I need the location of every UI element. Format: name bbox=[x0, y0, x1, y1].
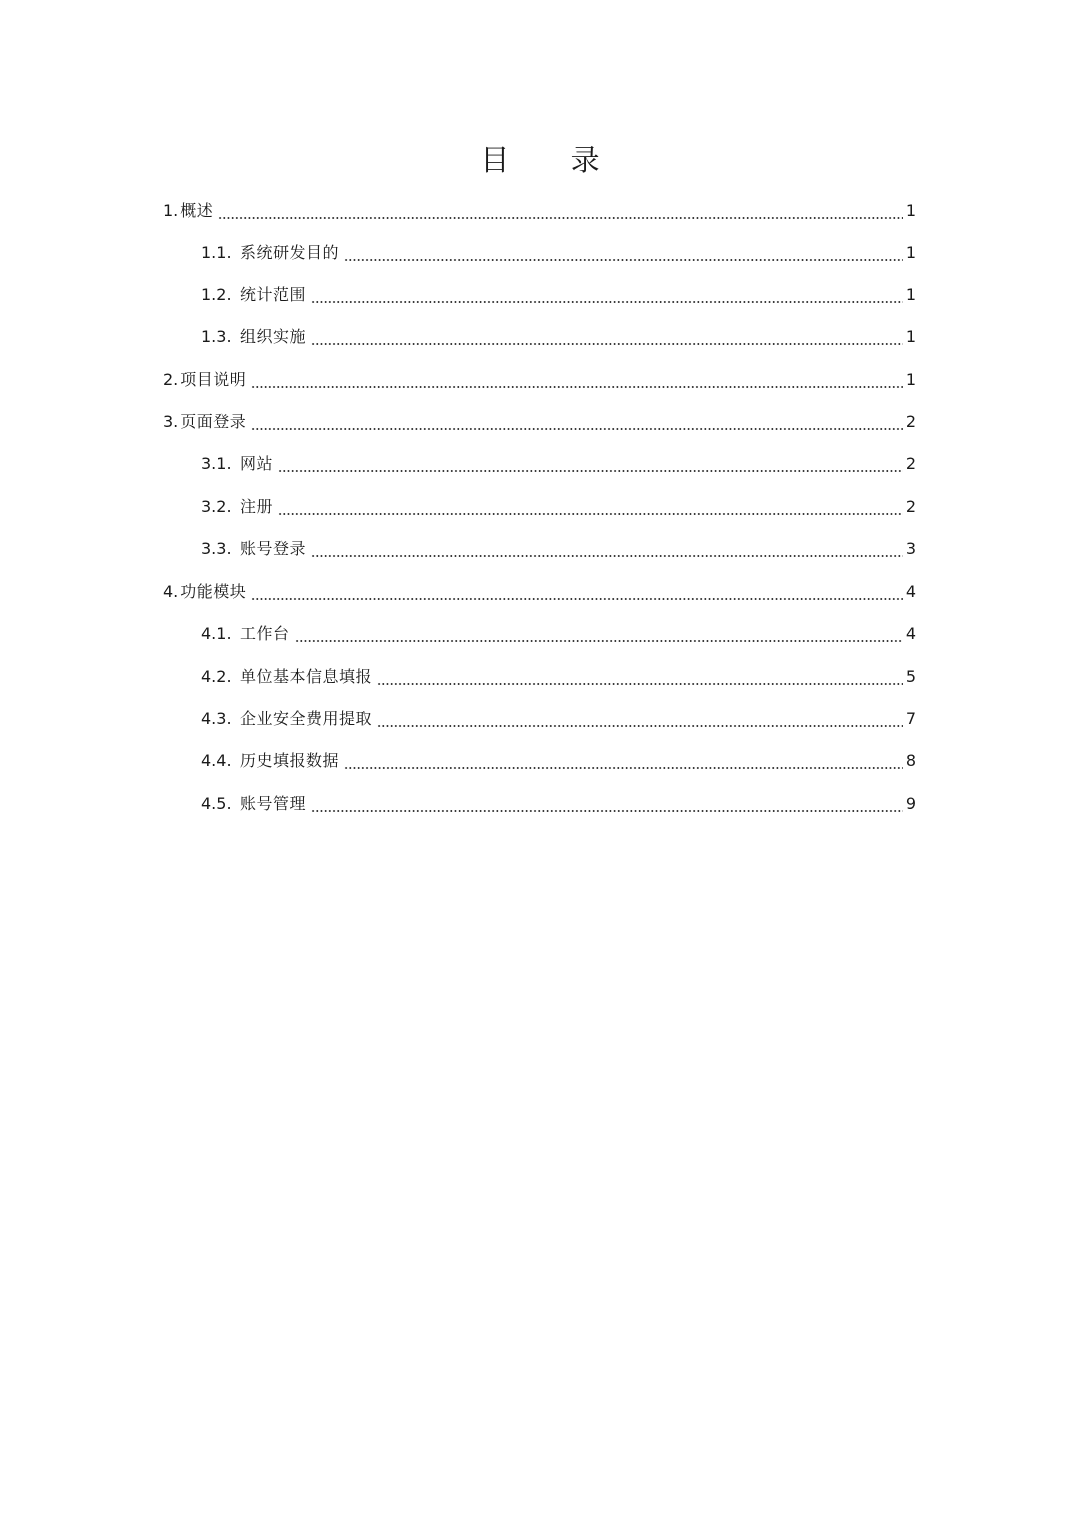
toc-entry-label: 组织实施 bbox=[240, 327, 307, 346]
toc-entry-number: 3. bbox=[163, 412, 179, 431]
toc-entry-page: 7 bbox=[905, 709, 916, 728]
toc-entry-page: 4 bbox=[905, 624, 916, 643]
toc-dot-leader bbox=[311, 792, 903, 816]
toc-dot-leader bbox=[251, 580, 903, 604]
toc-entry-label: 历史填报数据 bbox=[240, 751, 340, 770]
toc-dot-leader bbox=[251, 410, 903, 434]
toc-entry-number: 3.1. bbox=[201, 454, 232, 473]
toc-dot-leader bbox=[295, 622, 903, 646]
toc-dot-leader bbox=[218, 199, 903, 223]
toc-entry-number: 4.5. bbox=[201, 794, 232, 813]
toc-entry-number: 2. bbox=[163, 370, 179, 389]
toc-entry-page: 9 bbox=[905, 794, 916, 813]
toc-entry-number: 4.2. bbox=[201, 667, 232, 686]
toc-dot-leader bbox=[311, 325, 903, 349]
toc-entry-page: 1 bbox=[905, 201, 916, 220]
toc-entry-page: 1 bbox=[905, 327, 916, 346]
toc-entry-page: 1 bbox=[905, 285, 916, 304]
toc-entry[interactable] bbox=[163, 580, 916, 604]
toc-entry-label: 概述 bbox=[180, 201, 214, 220]
toc-dot-leader bbox=[251, 368, 903, 392]
toc-dot-leader bbox=[311, 283, 903, 307]
toc-entry-label: 账号登录 bbox=[240, 539, 307, 558]
toc-dot-leader bbox=[377, 707, 903, 731]
toc-entry-number: 4. bbox=[163, 582, 179, 601]
toc-entry[interactable] bbox=[201, 792, 916, 816]
toc-entry[interactable] bbox=[201, 622, 916, 646]
toc-entry-label: 项目说明 bbox=[180, 370, 247, 389]
toc-entry[interactable] bbox=[201, 707, 916, 731]
toc-entry-number: 1.3. bbox=[201, 327, 232, 346]
toc-entry-number: 3.2. bbox=[201, 497, 232, 516]
toc-entry[interactable] bbox=[163, 199, 916, 223]
toc-entry-label: 单位基本信息填报 bbox=[240, 667, 373, 686]
toc-entry[interactable] bbox=[201, 452, 916, 476]
toc-entry-page: 2 bbox=[905, 454, 916, 473]
toc-dot-leader bbox=[377, 665, 903, 689]
toc-entry-page: 8 bbox=[905, 751, 916, 770]
toc-entry-page: 3 bbox=[905, 539, 916, 558]
toc-title: 目 录 bbox=[480, 143, 626, 177]
toc-dot-leader bbox=[344, 749, 903, 773]
toc-entry[interactable] bbox=[201, 537, 916, 561]
toc-entry-page: 5 bbox=[905, 667, 916, 686]
toc-entry-number: 4.4. bbox=[201, 751, 232, 770]
toc-entry[interactable] bbox=[201, 241, 916, 265]
toc-dot-leader bbox=[344, 241, 903, 265]
toc-entry[interactable] bbox=[201, 665, 916, 689]
toc-dot-leader bbox=[278, 452, 903, 476]
toc-entry[interactable] bbox=[201, 495, 916, 519]
toc-entry-label: 企业安全费用提取 bbox=[240, 709, 373, 728]
toc-entry-label: 系统研发目的 bbox=[240, 243, 340, 262]
toc-entry-label: 注册 bbox=[240, 497, 274, 516]
toc-entry-label: 工作台 bbox=[240, 624, 290, 643]
toc-entry-label: 功能模块 bbox=[180, 582, 247, 601]
toc-entry-page: 2 bbox=[905, 412, 916, 431]
toc-entry-number: 1.1. bbox=[201, 243, 232, 262]
toc-entry-number: 3.3. bbox=[201, 539, 232, 558]
toc-entry-label: 账号管理 bbox=[240, 794, 307, 813]
toc-entry[interactable] bbox=[201, 325, 916, 349]
toc-entry-label: 网站 bbox=[240, 454, 274, 473]
toc-dot-leader bbox=[311, 537, 903, 561]
toc-entry-number: 4.1. bbox=[201, 624, 232, 643]
toc-entry-page: 1 bbox=[905, 370, 916, 389]
toc-entry-page: 2 bbox=[905, 497, 916, 516]
toc-entry-page: 1 bbox=[905, 243, 916, 262]
toc-entry-label: 统计范围 bbox=[240, 285, 307, 304]
toc-entry[interactable] bbox=[163, 368, 916, 392]
toc-entry-number: 4.3. bbox=[201, 709, 232, 728]
toc-entry[interactable] bbox=[201, 749, 916, 773]
toc-entry-number: 1.2. bbox=[201, 285, 232, 304]
toc-entry-label: 页面登录 bbox=[180, 412, 247, 431]
toc-entry-number: 1. bbox=[163, 201, 179, 220]
toc-entry[interactable] bbox=[163, 410, 916, 434]
toc-entry[interactable] bbox=[201, 283, 916, 307]
toc-entry-page: 4 bbox=[905, 582, 916, 601]
toc-dot-leader bbox=[278, 495, 903, 519]
